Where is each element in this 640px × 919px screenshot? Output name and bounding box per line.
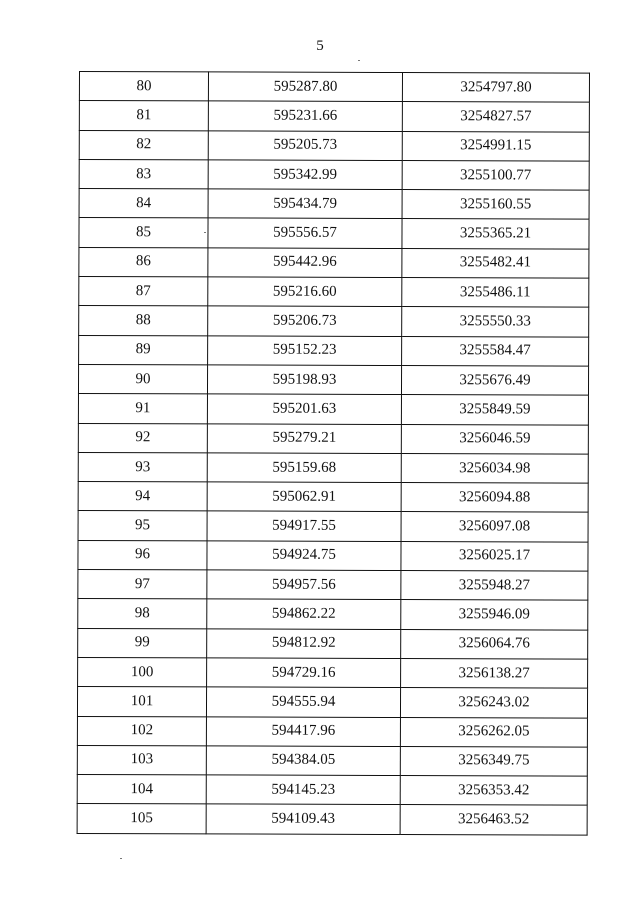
point-number-cell: 90 <box>78 364 207 394</box>
y-coordinate-cell: 3256262.05 <box>400 717 587 747</box>
x-coordinate-cell: 594145.23 <box>206 775 400 805</box>
scan-speck <box>120 858 122 859</box>
point-number-cell: 98 <box>78 599 207 629</box>
table-row <box>78 364 588 395</box>
y-coordinate-cell: 3256097.08 <box>401 512 588 542</box>
point-number-cell: 81 <box>79 101 208 131</box>
y-coordinate-cell: 3255946.09 <box>401 600 588 630</box>
y-coordinate-cell: 3255948.27 <box>401 571 588 601</box>
x-coordinate-cell: 595216.60 <box>208 277 402 307</box>
table-row <box>78 482 588 513</box>
y-coordinate-cell: 3255849.59 <box>401 395 588 425</box>
x-coordinate-cell: 594109.43 <box>206 804 400 834</box>
y-coordinate-cell: 3256243.02 <box>400 688 587 718</box>
table-row <box>79 247 589 278</box>
x-coordinate-cell: 595152.23 <box>208 336 402 366</box>
point-number-cell: 93 <box>78 452 207 482</box>
point-number-cell: 105 <box>77 804 206 834</box>
table-row <box>79 218 589 249</box>
x-coordinate-cell: 594917.55 <box>207 511 401 541</box>
x-coordinate-cell: 594729.16 <box>207 658 401 688</box>
point-number-cell: 95 <box>78 511 207 541</box>
point-number-cell: 86 <box>79 247 208 277</box>
table-row <box>79 130 589 161</box>
table-row <box>77 775 587 806</box>
table-row <box>78 599 588 630</box>
table-row <box>79 306 589 337</box>
point-number-cell: 82 <box>79 130 208 160</box>
y-coordinate-cell: 3254991.15 <box>402 131 589 161</box>
point-number-cell: 96 <box>78 540 207 570</box>
x-coordinate-cell: 595434.79 <box>208 189 402 219</box>
point-number-cell: 104 <box>77 775 206 805</box>
point-number-cell: 99 <box>78 628 207 658</box>
y-coordinate-cell: 3256046.59 <box>401 424 588 454</box>
point-number-cell: 80 <box>79 72 208 102</box>
scan-speck <box>358 60 360 61</box>
table-row <box>79 189 589 220</box>
y-coordinate-cell: 3255160.55 <box>402 190 589 220</box>
x-coordinate-cell: 595442.96 <box>208 248 402 278</box>
x-coordinate-cell: 594862.22 <box>207 599 401 629</box>
table-row <box>79 101 589 132</box>
x-coordinate-cell: 595231.66 <box>208 101 402 131</box>
y-coordinate-cell: 3255676.49 <box>401 365 588 395</box>
x-coordinate-cell: 595287.80 <box>208 72 402 102</box>
y-coordinate-cell: 3255584.47 <box>402 336 589 366</box>
x-coordinate-cell: 595205.73 <box>208 131 402 161</box>
table-row <box>78 657 588 688</box>
x-coordinate-cell: 595279.21 <box>207 423 401 453</box>
point-number-cell: 89 <box>79 335 208 365</box>
table-row <box>79 72 589 103</box>
x-coordinate-cell: 594812.92 <box>207 629 401 659</box>
y-coordinate-cell: 3254797.80 <box>402 73 589 103</box>
x-coordinate-cell: 595062.91 <box>207 482 401 512</box>
point-number-cell: 92 <box>78 423 207 453</box>
y-coordinate-cell: 3255486.11 <box>402 278 589 308</box>
coordinate-table <box>77 71 590 835</box>
table-row <box>79 277 589 308</box>
point-number-cell: 101 <box>77 687 206 717</box>
y-coordinate-cell: 3255550.33 <box>402 307 589 337</box>
y-coordinate-cell: 3255482.41 <box>402 248 589 278</box>
point-number-cell: 88 <box>79 306 208 336</box>
scan-speck <box>204 232 206 233</box>
x-coordinate-cell: 595198.93 <box>207 365 401 395</box>
point-number-cell: 91 <box>78 394 207 424</box>
y-coordinate-cell: 3256025.17 <box>401 541 588 571</box>
y-coordinate-cell: 3256034.98 <box>401 453 588 483</box>
y-coordinate-cell: 3256094.88 <box>401 483 588 513</box>
y-coordinate-cell: 3256353.42 <box>400 776 587 806</box>
point-number-cell: 83 <box>79 159 208 189</box>
x-coordinate-cell: 595556.57 <box>208 218 402 248</box>
table-row <box>79 335 589 366</box>
table-row <box>78 423 588 454</box>
coordinate-table-container <box>79 71 590 834</box>
point-number-cell: 100 <box>78 657 207 687</box>
x-coordinate-cell: 595206.73 <box>208 306 402 336</box>
table-row <box>77 804 587 835</box>
x-coordinate-cell: 595342.99 <box>208 160 402 190</box>
y-coordinate-cell: 3255100.77 <box>402 160 589 190</box>
x-coordinate-cell: 594417.96 <box>206 716 400 746</box>
point-number-cell: 103 <box>77 745 206 775</box>
x-coordinate-cell: 595159.68 <box>207 453 401 483</box>
point-number-cell: 102 <box>77 716 206 746</box>
x-coordinate-cell: 594384.05 <box>206 746 400 776</box>
point-number-cell: 85 <box>79 218 208 248</box>
table-row <box>77 716 587 747</box>
point-number-cell: 94 <box>78 482 207 512</box>
y-coordinate-cell: 3256064.76 <box>401 629 588 659</box>
y-coordinate-cell: 3255365.21 <box>402 219 589 249</box>
x-coordinate-cell: 595201.63 <box>207 394 401 424</box>
point-number-cell: 87 <box>79 277 208 307</box>
y-coordinate-cell: 3256463.52 <box>400 805 587 835</box>
y-coordinate-cell: 3256138.27 <box>401 658 588 688</box>
y-coordinate-cell: 3256349.75 <box>400 746 587 776</box>
table-row <box>77 745 587 776</box>
y-coordinate-cell: 3254827.57 <box>402 102 589 132</box>
table-row <box>78 628 588 659</box>
point-number-cell: 97 <box>78 570 207 600</box>
table-row <box>77 687 587 718</box>
page-number: 5 <box>316 38 324 54</box>
table-row <box>78 511 588 542</box>
table-row <box>79 159 589 190</box>
table-row <box>78 540 588 571</box>
x-coordinate-cell: 594924.75 <box>207 541 401 571</box>
table-row <box>78 570 588 601</box>
table-row <box>78 452 588 483</box>
point-number-cell: 84 <box>79 189 208 219</box>
table-row <box>78 394 588 425</box>
x-coordinate-cell: 594555.94 <box>206 687 400 717</box>
x-coordinate-cell: 594957.56 <box>207 570 401 600</box>
coordinate-table-body <box>77 72 589 835</box>
